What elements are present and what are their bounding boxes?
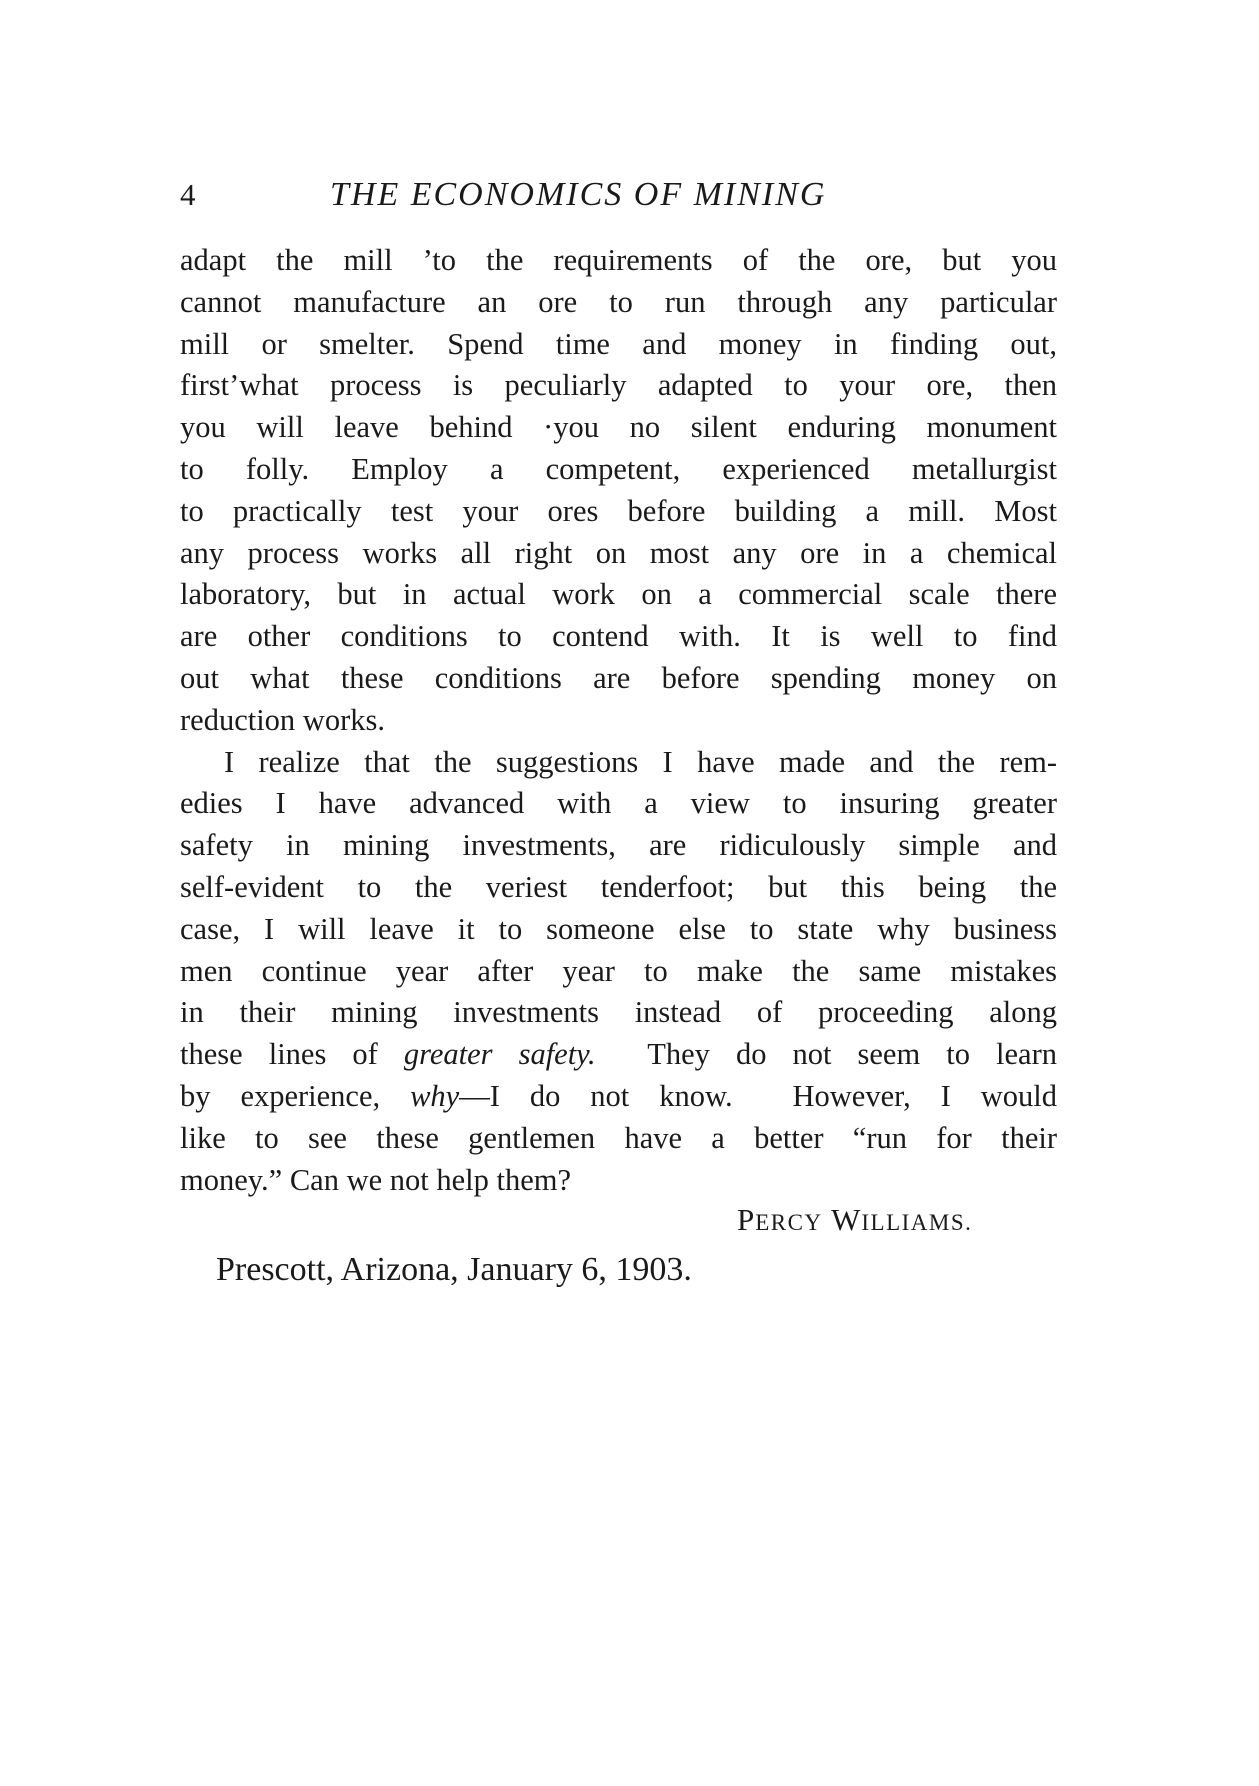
text-line: case, I will leave it to someone else to state why business <box>180 911 1057 946</box>
text-line: men continue year after year to make the same mistakes <box>180 953 1057 988</box>
text-line: first’what process is peculiarly adapted to your ore, then <box>180 368 1057 403</box>
signature-smallcaps: ERCY <box>755 1210 823 1235</box>
text-line: I realize that the suggestions I have made and the rem- <box>224 744 1057 779</box>
text-line <box>180 1034 1057 1076</box>
text-line: adapt the mill ’to the requirements of the ore, but you <box>180 243 1057 277</box>
text-line: in their mining investments instead of proceeding along <box>180 995 1057 1030</box>
dateline: Prescott, Arizona, January 6, 1903. <box>216 1251 692 1288</box>
page-number: 4 <box>180 177 196 212</box>
italic-phrase: greater safety. <box>403 1037 596 1072</box>
running-title: THE ECONOMICS OF MINING <box>330 176 827 213</box>
text-line: safety in mining investments, are ridiculously simple and <box>180 828 1057 863</box>
signature-initial: W <box>831 1202 862 1237</box>
text-line: out what these conditions are before spending money on <box>180 660 1057 695</box>
paragraph-1 <box>180 240 1057 742</box>
paragraph-2 <box>180 742 1057 1202</box>
text-line: you will leave behind ·you no silent enduring monument <box>180 410 1057 445</box>
text-line: mill or smelter. Spend time and money in finding out, <box>180 326 1057 361</box>
text-line: edies I have advanced with a view to insuring greater <box>180 786 1057 821</box>
text-line: to folly. Employ a competent, experienced metallurgist <box>180 451 1057 486</box>
text-segment: —I do not know. However, I would <box>459 1078 1057 1113</box>
text-line <box>180 1076 1057 1118</box>
text-segment: by experience, <box>180 1078 411 1113</box>
text-line: self-evident to the veriest tenderfoot; but this being the <box>180 869 1057 904</box>
text-line: reduction works. <box>180 702 385 737</box>
signature-initial: P <box>737 1202 756 1237</box>
text-line: like to see these gentlemen have a better “run for their <box>180 1120 1057 1155</box>
text-line: cannot manufacture an ore to run through any particular <box>180 284 1057 319</box>
text-segment: They do not seem to learn <box>595 1037 1057 1072</box>
signature-smallcaps: ILLIAMS. <box>861 1210 973 1235</box>
text-line: to practically test your ores before building a mill. Most <box>180 493 1057 528</box>
text-line: any process works all right on most any ore in a chemical <box>180 535 1057 570</box>
text-segment: these lines of <box>180 1037 404 1072</box>
text-line: laboratory, but in actual work on a commercial scale there <box>180 577 1057 612</box>
running-head <box>180 170 1060 220</box>
text-line: are other conditions to contend with. It is well to find <box>180 619 1057 654</box>
text-line: money.” Can we not help them? <box>180 1162 572 1197</box>
body-text <box>180 240 1057 1201</box>
italic-word: why <box>410 1078 460 1113</box>
signature <box>737 1198 972 1245</box>
